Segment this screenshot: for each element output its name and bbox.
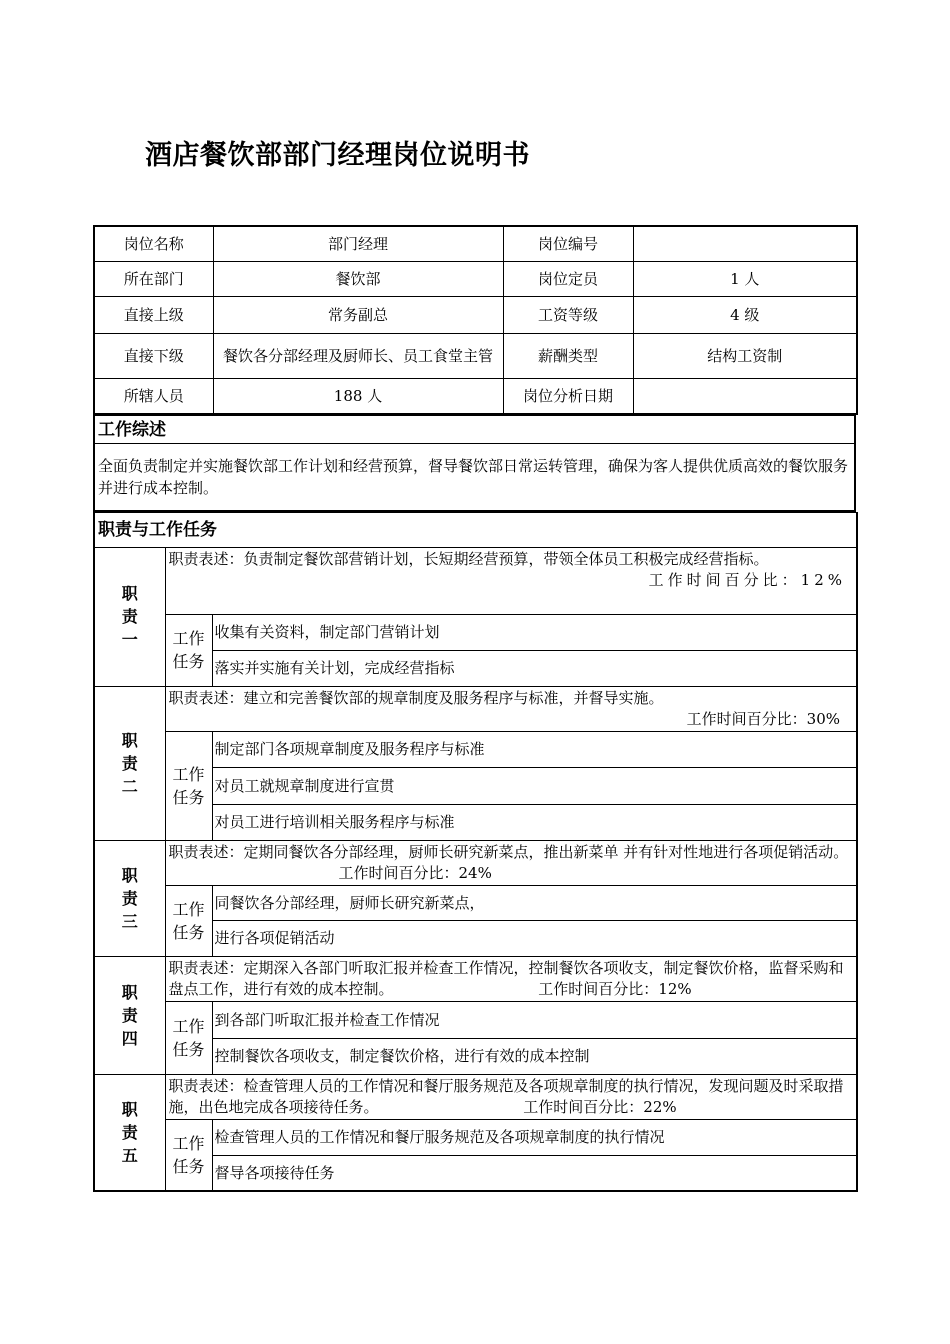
duty-block (94, 547, 857, 614)
info-row (94, 296, 857, 333)
task-item: 同餐饮各分部经理，厨师长研究新菜点， (212, 885, 857, 920)
info-label: 直接下级 (94, 333, 213, 378)
info-value: 餐饮各分部经理及厨师长、员工食堂主管 (213, 333, 503, 378)
duty-label (94, 547, 165, 686)
duty-label-text: 职责四 (121, 982, 138, 1048)
duty-pct: 工作时间百分比：22% (523, 1097, 677, 1116)
info-row (94, 333, 857, 378)
duty-desc-text: 职责表述：检查管理人员的工作情况和餐厅服务规范及各项规章制度的执行情况，发现问题及时采取措施，出色地完成各项接待任务。 (168, 1076, 844, 1116)
task-item: 收集有关资料，制定部门营销计划 (212, 614, 857, 650)
task-label-text: 工作任务 (172, 899, 205, 942)
summary-heading: 工作综述 (94, 416, 855, 444)
duty-desc (165, 547, 857, 614)
info-value (633, 226, 857, 261)
info-value: 188 人 (213, 378, 503, 414)
info-row (94, 261, 857, 296)
duty-pct: 工作时间百分比：24% (338, 863, 492, 882)
info-row (94, 226, 857, 261)
task-item: 对员工就规章制度进行宣贯 (212, 767, 857, 804)
duty-pct: 工作时间百分比：12% (538, 979, 692, 998)
task-item: 对员工进行培训相关服务程序与标准 (212, 804, 857, 840)
task-label-text: 工作任务 (172, 1133, 205, 1176)
summary-table (93, 415, 856, 512)
task-label-text: 工作任务 (172, 764, 205, 807)
info-label: 所在部门 (94, 261, 213, 296)
info-value: 4 级 (633, 296, 857, 333)
duty-pct: 工作时间百分比：30% (686, 709, 841, 728)
duty-desc (165, 686, 857, 731)
duty-label-text: 职责一 (121, 584, 138, 649)
task-label (165, 614, 212, 686)
info-label: 岗位编号 (503, 226, 633, 261)
info-label: 岗位名称 (94, 226, 213, 261)
duty-label (94, 1074, 165, 1191)
task-label-text: 工作任务 (172, 629, 205, 671)
task-label (165, 731, 212, 840)
duty-label (94, 840, 165, 956)
task-label (165, 1001, 212, 1074)
info-row (94, 378, 857, 414)
info-label: 所辖人员 (94, 378, 213, 414)
task-item: 制定部门各项规章制度及服务程序与标准 (212, 731, 857, 767)
info-value (633, 378, 857, 414)
duty-desc (165, 1074, 857, 1119)
task-item: 到各部门听取汇报并检查工作情况 (212, 1001, 857, 1038)
duties-heading: 职责与工作任务 (94, 512, 857, 547)
duty-label-text: 职责五 (121, 1099, 138, 1165)
duty-desc-text: 职责表述：定期深入各部门听取汇报并检查工作情况，控制餐饮各项收支，制定餐饮价格，监督采购和盘点工作，进行有效的成本控制。 (168, 958, 844, 998)
page-title: 酒店餐饮部部门经理岗位说明书 (145, 140, 530, 171)
info-value: 1 人 (633, 261, 857, 296)
duty-desc-text: 职责表述：定期同餐饮各分部经理，厨师长研究新菜点，推出新菜单 并有针对性地进行各项促销活动。 (168, 842, 849, 861)
info-value: 常务副总 (213, 296, 503, 333)
task-label (165, 1119, 212, 1191)
info-label: 岗位分析日期 (503, 378, 633, 414)
info-value: 结构工资制 (633, 333, 857, 378)
task-label-text: 工作任务 (172, 1016, 205, 1059)
info-table (93, 225, 858, 415)
task-item: 检查管理人员的工作情况和餐厅服务规范及各项规章制度的执行情况 (212, 1119, 857, 1155)
task-item: 督导各项接待任务 (212, 1155, 857, 1191)
duty-label-text: 职责二 (121, 730, 138, 796)
info-value: 餐饮部 (213, 261, 503, 296)
info-label: 岗位定员 (503, 261, 633, 296)
duty-pct: 工作时间百分比：12% (648, 570, 847, 589)
task-item: 控制餐饮各项收支，制定餐饮价格，进行有效的成本控制 (212, 1038, 857, 1074)
info-label: 工资等级 (503, 296, 633, 333)
job-description-sheet (93, 225, 856, 1192)
duty-label-text: 职责三 (121, 865, 138, 931)
duty-label (94, 956, 165, 1074)
duty-desc (165, 840, 857, 885)
info-label: 直接上级 (94, 296, 213, 333)
task-label (165, 885, 212, 956)
duties-table (93, 512, 858, 1193)
duty-desc-text: 职责表述：建立和完善餐饮部的规章制度及服务程序与标准，并督导实施。 (168, 688, 664, 707)
info-value: 部门经理 (213, 226, 503, 261)
duty-desc-text: 职责表述：负责制定餐饮部营销计划，长短期经营预算，带领全体员工积极完成经营指标。 (168, 549, 769, 568)
info-label: 薪酬类型 (503, 333, 633, 378)
summary-text: 全面负责制定并实施餐饮部工作计划和经营预算，督导餐饮部日常运转管理，确保为客人提供优质高效的餐饮服务并进行成本控制。 (94, 444, 855, 511)
task-item: 进行各项促销活动 (212, 920, 857, 956)
duty-desc (165, 956, 857, 1001)
duty-label (94, 686, 165, 840)
task-item: 落实并实施有关计划，完成经营指标 (212, 650, 857, 686)
